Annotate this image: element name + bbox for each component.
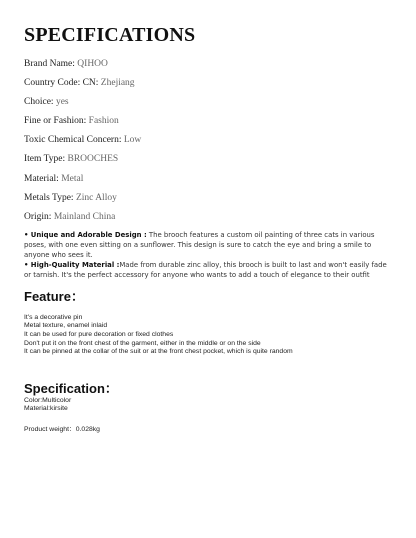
spec-row-item-type — [24, 153, 392, 165]
spec-value: Zhejiang — [100, 78, 135, 89]
spec-row-brand — [24, 58, 392, 70]
highlight-key: • Unique and Adorable Design : — [24, 230, 147, 239]
feature-list — [24, 314, 392, 357]
highlights — [24, 230, 392, 280]
spec-list — [24, 58, 392, 223]
spec-key: Material: — [24, 173, 62, 184]
spec-row-origin — [24, 211, 392, 223]
specification-list — [24, 397, 392, 435]
highlight-text: Made from durable zinc alloy, this brooch is built to last and won't easily fade or tarnish. It's the perfect accessory for anyone who wants to add a touch of elegance to their outfit — [24, 260, 387, 279]
specification-heading: Specification： — [24, 380, 118, 396]
spec-value: BROOCHES — [67, 154, 119, 165]
spec-key: Item Type: — [24, 154, 68, 165]
spec-key: Origin: — [24, 211, 54, 222]
spec-value: yes — [55, 97, 69, 108]
highlight-key: • High-Quality Material : — [24, 260, 120, 269]
spec-value: Fashion — [88, 116, 119, 127]
highlight-material — [24, 260, 392, 280]
spec-value: Mainland China — [53, 211, 116, 222]
highlight-design — [24, 230, 392, 260]
specification-line: Material:kirsite — [24, 405, 68, 413]
spec-key: Choice: — [24, 97, 56, 108]
spec-row-material — [24, 173, 392, 185]
spec-value: QIHOO — [77, 59, 108, 69]
spec-key: Country Code: CN: — [24, 78, 101, 89]
spec-value: Low — [123, 135, 142, 146]
spec-value: Metal — [61, 173, 84, 184]
feature-line: Don't put it on the front chest of the garment, either in the middle or on the side — [24, 339, 261, 347]
product-weight: Product weight：0.028kg — [24, 426, 100, 433]
spec-key: Brand Name: — [24, 59, 78, 69]
spec-row-fashion — [24, 115, 392, 127]
page-title: SPECIFICATIONS — [24, 24, 196, 46]
spec-row-country — [24, 77, 392, 89]
spec-key: Metals Type: — [24, 192, 76, 203]
spec-row-choice — [24, 96, 392, 108]
spec-row-metals-type — [24, 192, 392, 204]
spec-key: Toxic Chemical Concern: — [24, 135, 124, 146]
feature-line: It's a decorative pin — [24, 313, 83, 321]
feature-line: It can be used for pure decoration or fixed clothes — [24, 331, 174, 339]
feature-line: It can be pinned at the collar of the suit or at the front chest pocket, which is quite random — [24, 348, 293, 356]
feature-line: Metal texture, enamel inlaid — [24, 322, 108, 330]
spec-row-toxic — [24, 134, 392, 146]
spec-value: Zinc Alloy — [75, 192, 117, 203]
highlight-text: The brooch features a custom oil painting of three cats in various poses, with one even sitting on a sunflower. This design is sure to catch the eye and bring a smile to anyone who sees it. — [24, 230, 375, 259]
feature-heading: Feature： — [24, 288, 84, 304]
specification-line: Color:Multicolor — [24, 396, 72, 404]
spec-key: Fine or Fashion: — [24, 116, 89, 127]
